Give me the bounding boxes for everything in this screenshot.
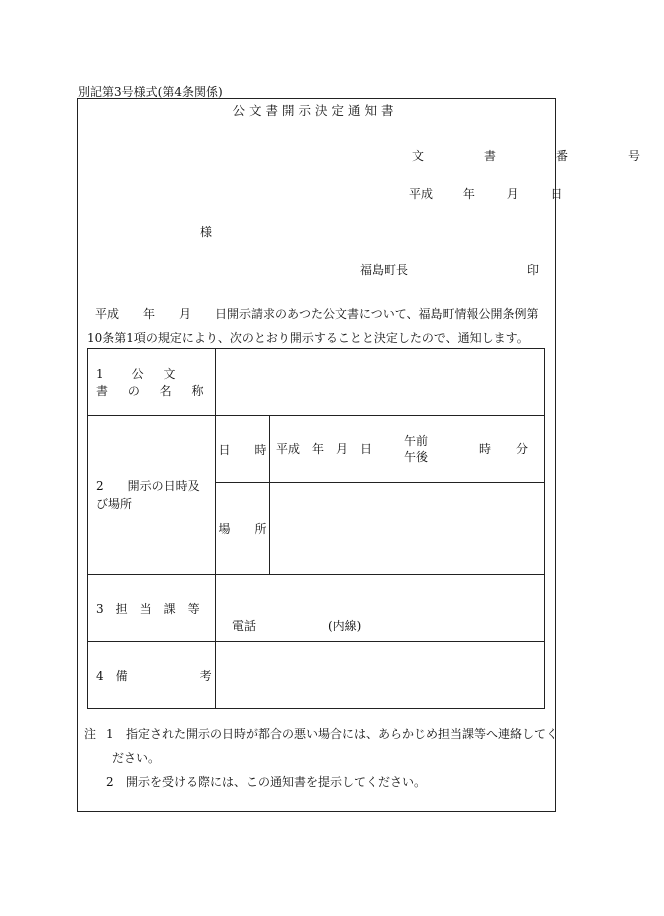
notice-body-text: 平成 年 月 日開示請求のあつた公文書について、福島町情報公開条例第10条第1項の規定により、次のとおり開示することと決定したので、通知します。 [87, 307, 539, 345]
row-label-document-name: 1 公 文 書 の 名 称 [88, 349, 216, 416]
datetime-label: 日 時 [216, 416, 270, 483]
date-day: 日 [550, 187, 563, 201]
date-year: 年 [462, 187, 475, 201]
note-2-number: 2 [106, 775, 114, 789]
issuer-name: 福島町長 [360, 263, 409, 277]
document-number-label: 文 書 番 号 [412, 149, 664, 163]
table-row-datetime [88, 416, 545, 483]
note-1-text: 指定された開示の日時が都合の悪い場合には、あらかじめ担当課等へ連絡してく [126, 727, 559, 741]
am-label: 午前 [404, 434, 429, 448]
table-row-remarks [88, 642, 545, 709]
row-label-datetime-place: 2 開示の日時及び場所 [88, 416, 216, 575]
issue-date-line [409, 188, 563, 200]
date-era: 平成 [409, 187, 434, 201]
note-1-text-continued: ださい。 [112, 751, 161, 765]
datetime-field[interactable] [270, 416, 545, 483]
department-field[interactable] [216, 575, 545, 642]
document-name-field[interactable] [216, 349, 545, 416]
note-1-number: 1 [106, 727, 114, 741]
addressee-suffix: 様 [200, 225, 213, 239]
notes-prefix: 注 [84, 727, 97, 741]
row-label-department: 3 担 当 課 等 [88, 575, 216, 642]
form-identifier: 別記第3号様式(第4条関係) [78, 85, 223, 99]
date-month: 月 [506, 187, 519, 201]
extension-label: (内線) [328, 619, 362, 633]
table-row-department [88, 575, 545, 642]
remarks-field[interactable] [216, 642, 545, 709]
datetime-era-date: 平成 年 月 日 [276, 442, 373, 456]
note-2-text: 開示を受ける際には、この通知書を提示してください。 [126, 775, 427, 789]
document-title: 公文書開示決定通知書 [232, 103, 398, 118]
table-row-document-name [88, 349, 545, 416]
row-label-remarks: 4 備 考 [88, 642, 216, 709]
disclosure-details-table [87, 348, 545, 709]
hour-label: 時 [479, 442, 492, 456]
seal-mark: 印 [527, 263, 540, 277]
phone-label: 電話 [232, 619, 257, 633]
place-field[interactable] [270, 483, 545, 575]
place-label: 場 所 [216, 483, 270, 575]
minute-label: 分 [516, 442, 529, 456]
pm-label: 午後 [404, 450, 429, 464]
